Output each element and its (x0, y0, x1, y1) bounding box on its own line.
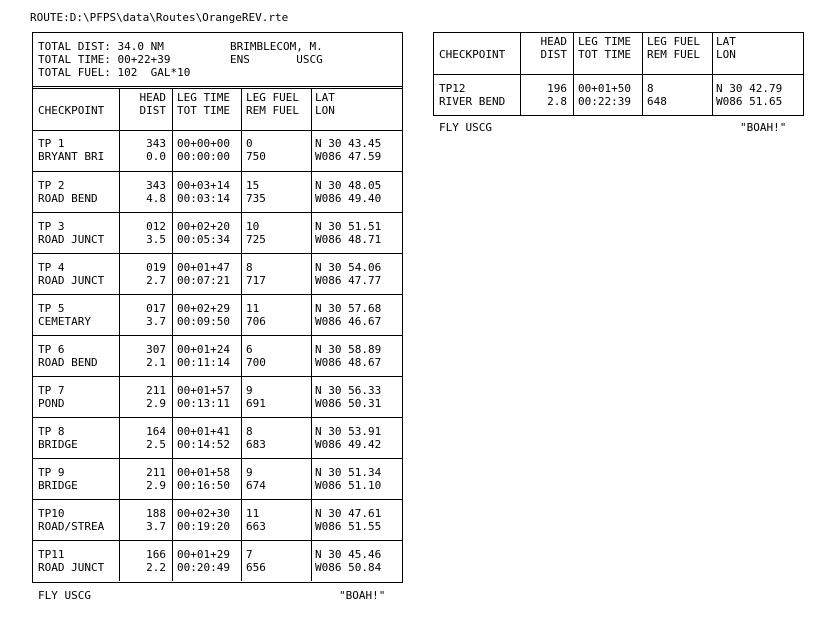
lat-lon-line-1: N 30 54.06 (315, 261, 382, 274)
checkpoint-name-line-2: ROAD JUNCT (38, 274, 105, 287)
leg-total-time-line-2: 00:22:39 (578, 95, 631, 108)
leg-total-time (172, 213, 241, 253)
leg-remaining-fuel (241, 377, 311, 417)
heading-distance (119, 541, 172, 581)
col-head-dist-line-2: DIST (139, 104, 166, 117)
checkpoint-name (33, 418, 119, 458)
lat-lon-line-2: W086 48.71 (315, 233, 382, 246)
col-latlon-line-1: LAT (315, 91, 335, 104)
col-checkpoint (33, 89, 119, 130)
heading-distance-line-2: 2.9 (146, 479, 166, 492)
lat-lon (311, 459, 402, 499)
checkpoint-name (33, 172, 119, 212)
heading-distance-line-2: 2.5 (146, 438, 166, 451)
leg-total-time-line-1: 00+01+57 (177, 384, 230, 397)
table-row (33, 212, 402, 253)
checkpoint-name-line-2: RIVER BEND (439, 95, 506, 108)
col-checkpoint (434, 33, 520, 74)
leg-remaining-fuel (241, 500, 311, 540)
lat-lon (712, 75, 803, 116)
checkpoint-name (33, 254, 119, 294)
checkpoint-name-line-1: TP 1 (38, 137, 65, 150)
leg-total-time-line-1: 00+01+50 (578, 82, 631, 95)
heading-distance (119, 418, 172, 458)
col-time (573, 33, 642, 74)
checkpoint-name (33, 500, 119, 540)
checkpoint-name-line-2: ROAD BEND (38, 192, 98, 205)
leg-total-time-line-2: 00:05:34 (177, 233, 230, 246)
lat-lon (311, 254, 402, 294)
leg-remaining-fuel (241, 336, 311, 376)
heading-distance-line-1: 343 (146, 137, 166, 150)
col-head-dist-line-1: HEAD (540, 35, 567, 48)
checkpoint-name-line-1: TP 4 (38, 261, 65, 274)
lat-lon-line-2: W086 50.31 (315, 397, 382, 410)
col-latlon-line-1: LAT (716, 35, 736, 48)
table-row (33, 376, 402, 417)
checkpoint-name-line-2: CEMETARY (38, 315, 91, 328)
heading-distance-line-2: 2.9 (146, 397, 166, 410)
leg-remaining-fuel (241, 541, 311, 581)
lat-lon-line-1: N 30 51.34 (315, 466, 382, 479)
checkpoint-name-line-1: TP 7 (38, 384, 65, 397)
leg-remaining-fuel (241, 130, 311, 171)
leg-total-time (172, 459, 241, 499)
leg-remaining-fuel-line-2: 700 (246, 356, 266, 369)
checkpoint-name-line-2: ROAD/STREA (38, 520, 105, 533)
leg-total-time-line-2: 00:20:49 (177, 561, 230, 574)
leg-total-time-line-2: 00:00:00 (177, 150, 230, 163)
footer-right: "BOAH!" (339, 589, 386, 602)
leg-remaining-fuel-line-2: 663 (246, 520, 266, 533)
table-row (434, 75, 803, 116)
checkpoint-name-line-1: TP 2 (38, 179, 65, 192)
leg-remaining-fuel-line-1: 0 (246, 137, 253, 150)
lat-lon-line-2: W086 51.55 (315, 520, 382, 533)
col-latlon (712, 33, 803, 74)
kneeboard-card-1 (32, 32, 403, 583)
col-fuel-line-2: REM FUEL (246, 104, 299, 117)
checkpoint-name-line-1: TP12 (439, 82, 466, 95)
heading-distance-line-2: 2.7 (146, 274, 166, 287)
checkpoint-name-line-1: TP 9 (38, 466, 65, 479)
table-row (33, 417, 402, 458)
leg-total-time (172, 172, 241, 212)
kneeboard-card-2 (433, 32, 804, 116)
table-row (33, 335, 402, 376)
footer-left-2: FLY USCG (439, 121, 492, 134)
heading-distance-line-1: 019 (146, 261, 166, 274)
table-row (33, 540, 402, 581)
leg-total-time-line-1: 00+01+58 (177, 466, 230, 479)
heading-distance (119, 459, 172, 499)
col-latlon (311, 89, 402, 130)
checkpoint-name-line-1: TP11 (38, 548, 65, 561)
leg-remaining-fuel-line-1: 10 (246, 220, 260, 233)
col-time (172, 89, 241, 130)
heading-distance (119, 377, 172, 417)
checkpoint-name-line-2: ROAD JUNCT (38, 233, 105, 246)
leg-remaining-fuel-line-1: 9 (246, 466, 253, 479)
lat-lon (311, 377, 402, 417)
lat-lon (311, 500, 402, 540)
leg-total-time (172, 254, 241, 294)
checkpoint-name (33, 130, 119, 171)
leg-total-time (172, 377, 241, 417)
leg-remaining-fuel (241, 213, 311, 253)
heading-distance-line-2: 2.2 (146, 561, 166, 574)
leg-remaining-fuel-line-1: 11 (246, 507, 260, 520)
heading-distance-line-2: 0.0 (146, 150, 166, 163)
lat-lon (311, 213, 402, 253)
leg-remaining-fuel-line-1: 6 (246, 343, 253, 356)
summary-line-3: TOTAL FUEL: 102 GAL*10 (38, 66, 191, 79)
table-row (33, 253, 402, 294)
checkpoint-name (33, 377, 119, 417)
leg-remaining-fuel-line-1: 11 (246, 302, 260, 315)
heading-distance-line-2: 2.8 (547, 95, 567, 108)
lat-lon-line-2: W086 46.67 (315, 315, 382, 328)
leg-remaining-fuel (241, 459, 311, 499)
heading-distance-line-2: 4.8 (146, 192, 166, 205)
heading-distance-line-1: 166 (146, 548, 166, 561)
leg-total-time-line-1: 00+02+30 (177, 507, 230, 520)
leg-total-time-line-1: 00+01+47 (177, 261, 230, 274)
leg-remaining-fuel-line-2: 750 (246, 150, 266, 163)
checkpoint-name-line-2: POND (38, 397, 65, 410)
leg-total-time-line-1: 00+03+14 (177, 179, 230, 192)
heading-distance-line-1: 196 (547, 82, 567, 95)
col-time-line-2: TOT TIME (177, 104, 230, 117)
leg-total-time (172, 130, 241, 171)
lat-lon-line-2: W086 47.77 (315, 274, 382, 287)
heading-distance (119, 336, 172, 376)
col-checkpoint-label: CHECKPOINT (439, 48, 506, 61)
heading-distance-line-1: 164 (146, 425, 166, 438)
leg-remaining-fuel (642, 75, 712, 116)
col-head-dist (520, 33, 573, 74)
lat-lon-line-2: W086 51.65 (716, 95, 783, 108)
col-checkpoint-label: CHECKPOINT (38, 104, 105, 117)
leg-total-time-line-1: 00+02+29 (177, 302, 230, 315)
col-fuel-line-2: REM FUEL (647, 48, 700, 61)
lat-lon-line-2: W086 49.40 (315, 192, 382, 205)
checkpoint-name-line-2: ROAD JUNCT (38, 561, 105, 574)
heading-distance (520, 75, 573, 116)
table-row (33, 171, 402, 212)
lat-lon-line-2: W086 51.10 (315, 479, 382, 492)
heading-distance (119, 172, 172, 212)
checkpoint-name (33, 213, 119, 253)
leg-remaining-fuel (241, 418, 311, 458)
leg-remaining-fuel (241, 172, 311, 212)
checkpoint-name-line-2: BRIDGE (38, 479, 78, 492)
lat-lon (311, 172, 402, 212)
leg-remaining-fuel-line-2: 683 (246, 438, 266, 451)
checkpoint-name-line-1: TP 5 (38, 302, 65, 315)
leg-total-time (172, 418, 241, 458)
heading-distance-line-2: 2.1 (146, 356, 166, 369)
lat-lon-line-1: N 30 45.46 (315, 548, 382, 561)
leg-total-time-line-1: 00+02+20 (177, 220, 230, 233)
lat-lon-line-2: W086 49.42 (315, 438, 382, 451)
leg-total-time-line-2: 00:03:14 (177, 192, 230, 205)
lat-lon-line-2: W086 48.67 (315, 356, 382, 369)
checkpoint-name (434, 75, 520, 116)
lat-lon-line-1: N 30 51.51 (315, 220, 382, 233)
lat-lon (311, 295, 402, 335)
lat-lon-line-2: W086 50.84 (315, 561, 382, 574)
col-head-dist (119, 89, 172, 130)
col-fuel (241, 89, 311, 130)
summary-line-1: TOTAL DIST: 34.0 NM BRIMBLECOM, M. (38, 40, 323, 53)
leg-total-time-line-2: 00:11:14 (177, 356, 230, 369)
leg-remaining-fuel-line-2: 717 (246, 274, 266, 287)
lat-lon (311, 336, 402, 376)
table-row (33, 499, 402, 540)
leg-total-time-line-2: 00:14:52 (177, 438, 230, 451)
leg-remaining-fuel (241, 254, 311, 294)
col-latlon-line-2: LON (716, 48, 736, 61)
col-time-line-2: TOT TIME (578, 48, 631, 61)
checkpoint-name-line-2: BRIDGE (38, 438, 78, 451)
leg-total-time-line-1: 00+01+29 (177, 548, 230, 561)
column-headers (33, 88, 402, 131)
leg-remaining-fuel-line-1: 9 (246, 384, 253, 397)
heading-distance-line-1: 188 (146, 507, 166, 520)
heading-distance-line-1: 343 (146, 179, 166, 192)
heading-distance-line-1: 211 (146, 384, 166, 397)
checkpoint-name-line-1: TP10 (38, 507, 65, 520)
lat-lon-line-1: N 30 58.89 (315, 343, 382, 356)
checkpoint-name-line-1: TP 6 (38, 343, 65, 356)
heading-distance-line-1: 017 (146, 302, 166, 315)
lat-lon-line-2: W086 47.59 (315, 150, 382, 163)
leg-total-time-line-2: 00:13:11 (177, 397, 230, 410)
heading-distance-line-2: 3.5 (146, 233, 166, 246)
route-summary (33, 33, 402, 87)
lat-lon-line-1: N 30 47.61 (315, 507, 382, 520)
heading-distance-line-1: 211 (146, 466, 166, 479)
leg-remaining-fuel-line-2: 674 (246, 479, 266, 492)
heading-distance-line-2: 3.7 (146, 520, 166, 533)
leg-total-time (172, 295, 241, 335)
lat-lon-line-1: N 30 56.33 (315, 384, 382, 397)
leg-total-time-line-2: 00:19:20 (177, 520, 230, 533)
heading-distance (119, 130, 172, 171)
col-head-dist-line-1: HEAD (139, 91, 166, 104)
table-row (33, 130, 402, 171)
checkpoint-name-line-2: BRYANT BRI (38, 150, 105, 163)
col-time-line-1: LEG TIME (177, 91, 230, 104)
col-latlon-line-2: LON (315, 104, 335, 117)
lat-lon-line-1: N 30 43.45 (315, 137, 382, 150)
checkpoint-name-line-2: ROAD BEND (38, 356, 98, 369)
leg-remaining-fuel-line-1: 8 (647, 82, 654, 95)
lat-lon (311, 541, 402, 581)
leg-remaining-fuel-line-1: 8 (246, 261, 253, 274)
summary-line-2: TOTAL TIME: 00+22+39 ENS USCG (38, 53, 323, 66)
checkpoint-name (33, 295, 119, 335)
leg-total-time (172, 541, 241, 581)
leg-remaining-fuel-line-2: 648 (647, 95, 667, 108)
leg-remaining-fuel-line-2: 706 (246, 315, 266, 328)
col-time-line-1: LEG TIME (578, 35, 631, 48)
leg-remaining-fuel (241, 295, 311, 335)
leg-remaining-fuel-line-2: 656 (246, 561, 266, 574)
col-fuel-line-1: LEG FUEL (246, 91, 299, 104)
lat-lon-line-1: N 30 48.05 (315, 179, 382, 192)
heading-distance-line-1: 307 (146, 343, 166, 356)
checkpoint-name-line-1: TP 3 (38, 220, 65, 233)
footer-right-2: "BOAH!" (740, 121, 787, 134)
leg-remaining-fuel-line-1: 8 (246, 425, 253, 438)
col-fuel (642, 33, 712, 74)
lat-lon (311, 418, 402, 458)
heading-distance (119, 254, 172, 294)
col-fuel-line-1: LEG FUEL (647, 35, 700, 48)
heading-distance (119, 213, 172, 253)
leg-remaining-fuel-line-1: 15 (246, 179, 260, 192)
leg-total-time (172, 500, 241, 540)
lat-lon-line-1: N 30 57.68 (315, 302, 382, 315)
leg-remaining-fuel-line-1: 7 (246, 548, 253, 561)
heading-distance-line-1: 012 (146, 220, 166, 233)
leg-total-time-line-2: 00:16:50 (177, 479, 230, 492)
table-row (33, 294, 402, 335)
leg-total-time-line-2: 00:07:21 (177, 274, 230, 287)
leg-total-time (172, 336, 241, 376)
leg-total-time-line-1: 00+01+41 (177, 425, 230, 438)
heading-distance-line-2: 3.7 (146, 315, 166, 328)
checkpoint-name (33, 459, 119, 499)
heading-distance (119, 500, 172, 540)
leg-total-time-line-1: 00+00+00 (177, 137, 230, 150)
route-path: ROUTE:D:\PFPS\data\Routes\OrangeREV.rte (30, 11, 289, 24)
heading-distance (119, 295, 172, 335)
table-row (33, 458, 402, 499)
checkpoint-name (33, 541, 119, 581)
leg-total-time-line-2: 00:09:50 (177, 315, 230, 328)
column-headers (434, 33, 803, 75)
leg-remaining-fuel-line-2: 691 (246, 397, 266, 410)
leg-remaining-fuel-line-2: 725 (246, 233, 266, 246)
checkpoint-name (33, 336, 119, 376)
lat-lon-line-1: N 30 53.91 (315, 425, 382, 438)
col-head-dist-line-2: DIST (540, 48, 567, 61)
leg-total-time (573, 75, 642, 116)
lat-lon-line-1: N 30 42.79 (716, 82, 783, 95)
footer-left: FLY USCG (38, 589, 91, 602)
leg-remaining-fuel-line-2: 735 (246, 192, 266, 205)
leg-total-time-line-1: 00+01+24 (177, 343, 230, 356)
lat-lon (311, 130, 402, 171)
checkpoint-name-line-1: TP 8 (38, 425, 65, 438)
